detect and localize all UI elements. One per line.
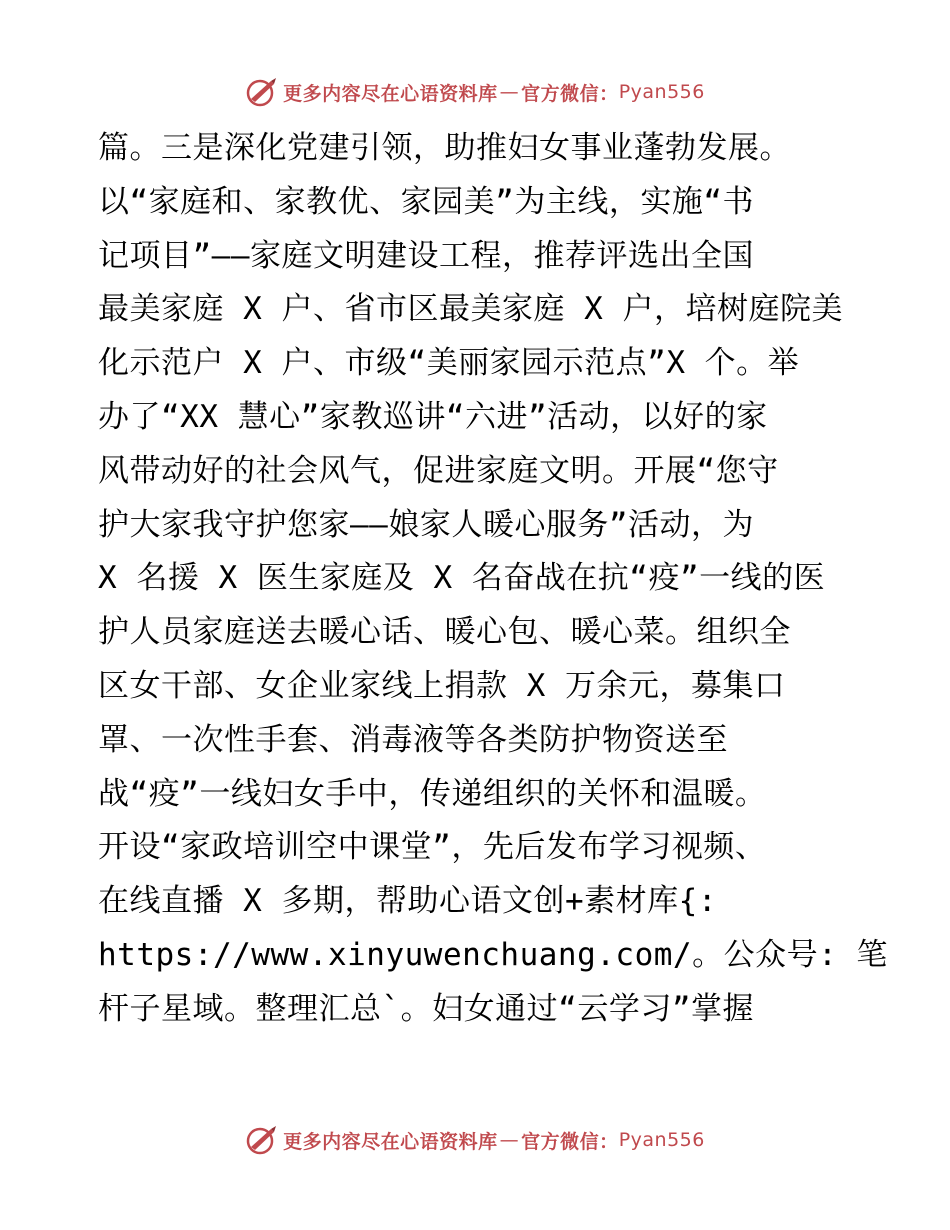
pen-logo-icon: [245, 1123, 279, 1157]
text-line: 开设“家政培训空中课堂”，先后发布学习视频、: [98, 829, 767, 866]
text-line: X 名援 X 医生家庭及 X 名奋战在抗“疫”一线的医: [98, 560, 826, 597]
text-line: 罩、一次性手套、消毒液等各类防护物资送至: [98, 721, 728, 758]
text-line: 护大家我守护您家——娘家人暖心服务”活动，为: [98, 506, 754, 543]
text-line: https://www.xinyuwenchuang.com/。公众号: 笔: [98, 936, 888, 973]
text-line: 战“疫”一线妇女手中，传递组织的关怀和温暖。: [98, 775, 767, 812]
banner-text: 更多内容尽在心语资料库: [283, 1130, 498, 1153]
banner-text: 更多内容尽在心语资料库: [283, 82, 498, 105]
banner-wechat-label: 官方微信：: [521, 82, 619, 105]
banner-wechat-id: Pyan556: [618, 81, 705, 103]
text-line: 风带动好的社会风气，促进家庭文明。开展“您守: [98, 452, 779, 489]
text-line: 护人员家庭送去暖心话、暖心包、暖心菜。组织全: [98, 614, 791, 651]
document-body: [98, 122, 898, 1037]
text-line: 在线直播 X 多期，帮助心语文创+素材库{:: [98, 883, 717, 920]
footer-watermark-banner: [0, 1120, 950, 1160]
text-line: 以“家庭和、家教优、家园美”为主线，实施“书: [98, 183, 754, 220]
banner-dash: —: [499, 1129, 520, 1151]
text-line: 办了“XX 慧心”家教巡讲“六进”活动，以好的家: [98, 398, 768, 435]
banner-wechat-label: 官方微信：: [521, 1130, 619, 1153]
text-line: 杆子星域。整理汇总`。妇女通过“云学习”掌握: [98, 990, 754, 1027]
text-line: 区女干部、女企业家线上捐款 X 万余元，募集口: [98, 667, 786, 704]
header-watermark-banner: [0, 72, 950, 112]
pen-logo-icon: [245, 75, 279, 109]
text-line: 篇。三是深化党建引领，助推妇女事业蓬勃发展。: [98, 130, 791, 166]
text-line: 化示范户 X 户、市级“美丽家园示范点”X 个。举: [98, 345, 800, 382]
text-line: 记项目”——家庭文明建设工程，推荐评选出全国: [98, 237, 754, 274]
banner-dash: —: [499, 81, 520, 103]
banner-wechat-id: Pyan556: [618, 1129, 705, 1151]
text-line: 最美家庭 X 户、省市区最美家庭 X 户，培树庭院美: [98, 291, 843, 328]
